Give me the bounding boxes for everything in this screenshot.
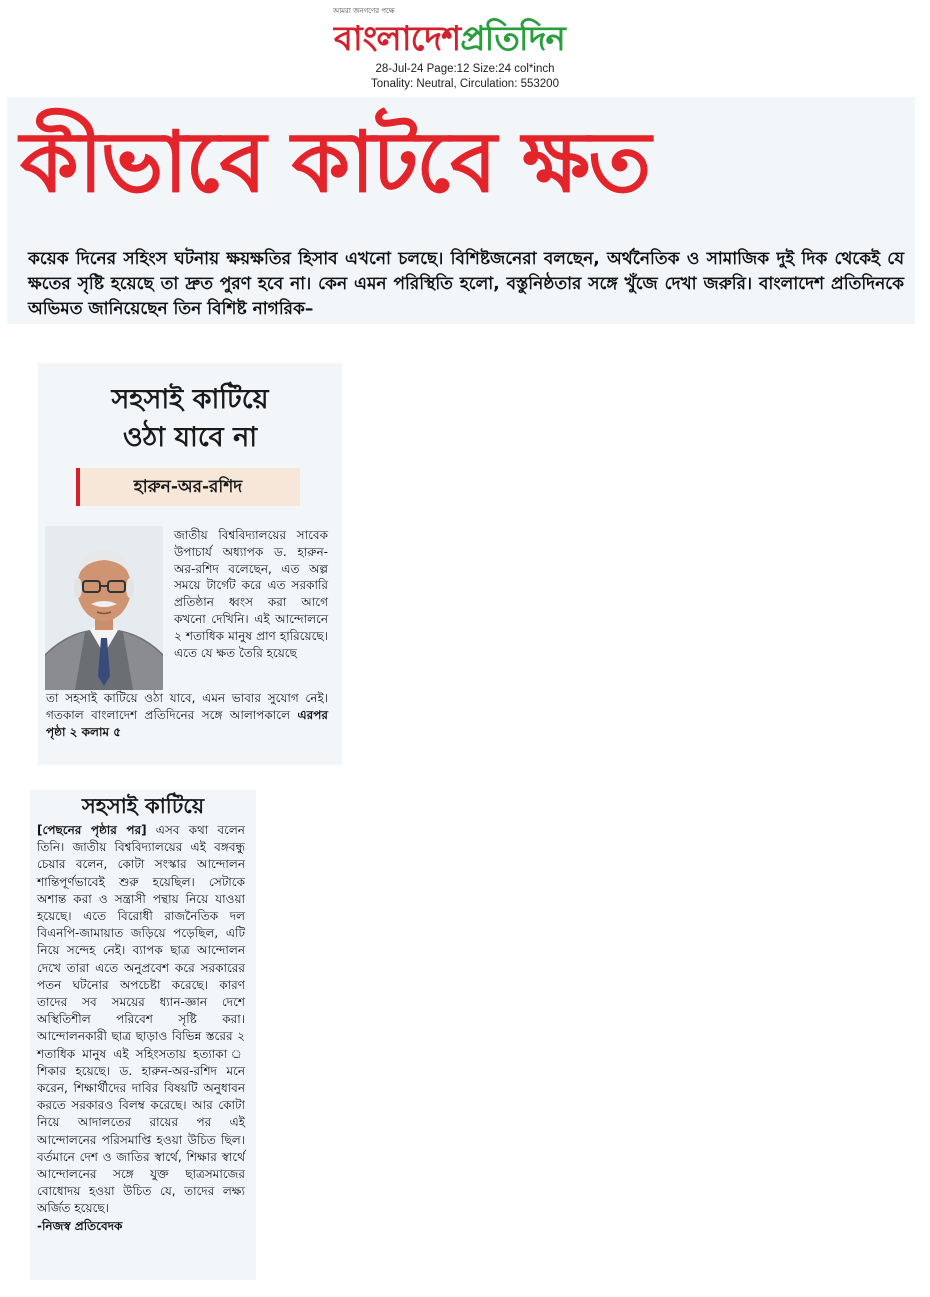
continuation-text: এসব কথা বলেন তিনি। জাতীয় বিশ্ববিদ্যালয়ের এই বঙ্গবন্ধু চেয়ার বলেন, কোটা সংস্কার আন্দোলন শান্তিপূর্ণভাবেই শুরু হয়েছিল। সেটাকে অশান্ত করা ও সন্ত্রাসী পন্থায় নিয়ে যাওয়া হয়েছে। এতে বিরোধী রাজনৈতিক দল বিএনপি-জামায়াত জড়িয়ে পড়েছিল, এটি নিয়ে সন্দেহ নেই। ব্যাপক ছাত্র আন্দোলন দেখে তারা এতে অনুপ্রবেশ করে সরকারের পতন ঘটনোর অপচেষ্টা করেছে। কারণ তাদের সব সময়ের ধ্যান-জ্ঞান দেশে অস্থিতিশীল পরিবেশ সৃষ্টি করা। আন্দোলনকারী ছাত্র ছাড়াও বিভিন্ন স্তরের ২ শতাধিক মানুষ এই সহিংসতায় হত্যাকা ্র শিকার হয়েছে। ড. হারুন-অর-রশিদ মনে করেন, শিক্ষার্থীদের দাবির বিষয়টি অনুধাবন করতে সরকারও বিলম্ব করেছে। আর কোটা নিয়ে আদালতের রায়ের পর এই আন্দোলনের পরিসমাপ্তি হওয়া উচিত ছিল। বর্তমানে দেশ ও জাতির স্বার্থে, শিক্ষার স্বার্থে আন্দোলনের সঙ্গে যুক্ত ছাত্রসমাজের বোধোদয় হওয়া উচিত যে, তাদের লক্ষ্য অর্জিত হয়েছে। <box>37 823 245 1216</box>
byline: হারুন-অর-রশিদ <box>133 477 243 497</box>
page-headline: কীভাবে কাটবে ক্ষত <box>20 113 650 211</box>
reporter-signoff: -নিজস্ব প্রতিবেদক <box>37 1218 123 1233</box>
newspaper-logo <box>334 13 565 70</box>
article-intro: কয়েক দিনের সহিংস ঘটনায় ক্ষয়ক্ষতির হিসাব এখনো চলছে। বিশিষ্টজনেরা বলছেন, অর্থনৈতিক ও সামাজিক দুই দিক থেকেই যে ক্ষতের সৃষ্টি হয়েছে তা দ্রুত পুরণ হবে না। কেন এমন পরিস্থিতি হলো, বস্তুনিষ্ঠতার সঙ্গে খুঁজে দেখা জরুরি। বাংলাদেশ প্রতিদিনকে অভিমত জানিয়েছেন তিন বিশিষ্ট নাগরিক– <box>28 249 904 319</box>
opinion-card-title <box>38 381 342 457</box>
logo-word-bangladesh: বাংলাদেশ <box>334 19 461 59</box>
continuation-note: এরপর পৃষ্ঠা ২ কলাম ৫ <box>46 707 328 739</box>
portrait-photo <box>45 526 163 690</box>
clip-meta-date-page: 28-Jul-24 Page:12 Size:24 col*inch <box>375 63 555 75</box>
portrait-illustration <box>45 526 163 690</box>
opinion-body-top: জাতীয় বিশ্ববিদ্যালয়ের সাবেক উপাচার্য অধ্যাপক ড. হারুন-অর-রশিদ বলেছেন, এত অল্প সময়ে টার্গেট করে এত সরকারি প্রতিষ্ঠান ধ্বংস করা আগে কখনো দেখিনি। এই আন্দোলনে ২ শতাধিক মানুষ প্রাণ হারিয়েছে। এতে যে ক্ষত তৈরি হয়েছে <box>174 528 328 660</box>
continuation-title: সহসাই কাটিয়ে <box>81 794 205 818</box>
opinion-title-line1: সহসাই কাটিয়ে <box>111 384 269 415</box>
masthead-tagline: আমরা জনগণের পক্ষে <box>333 7 395 15</box>
logo-word-protidin: প্রতিদিন <box>460 19 565 59</box>
opinion-body-bottom <box>46 690 328 740</box>
continuation-body <box>37 822 245 1235</box>
continuation-lead: [পেছনের পৃষ্ঠার পর] <box>37 823 147 837</box>
masthead <box>0 0 930 95</box>
clip-meta-tonality: Tonality: Neutral, Circulation: 553200 <box>371 78 559 90</box>
opinion-title-line2: ওঠা যাবে না <box>122 422 258 453</box>
opinion-body-bottom-text: তা সহসাই কাটিয়ে ওঠা যাবে, এমন ভাবার সুযোগ নেই। গতকাল বাংলাদেশ প্রতিদিনের সঙ্গে আলাপকালে <box>46 691 328 722</box>
